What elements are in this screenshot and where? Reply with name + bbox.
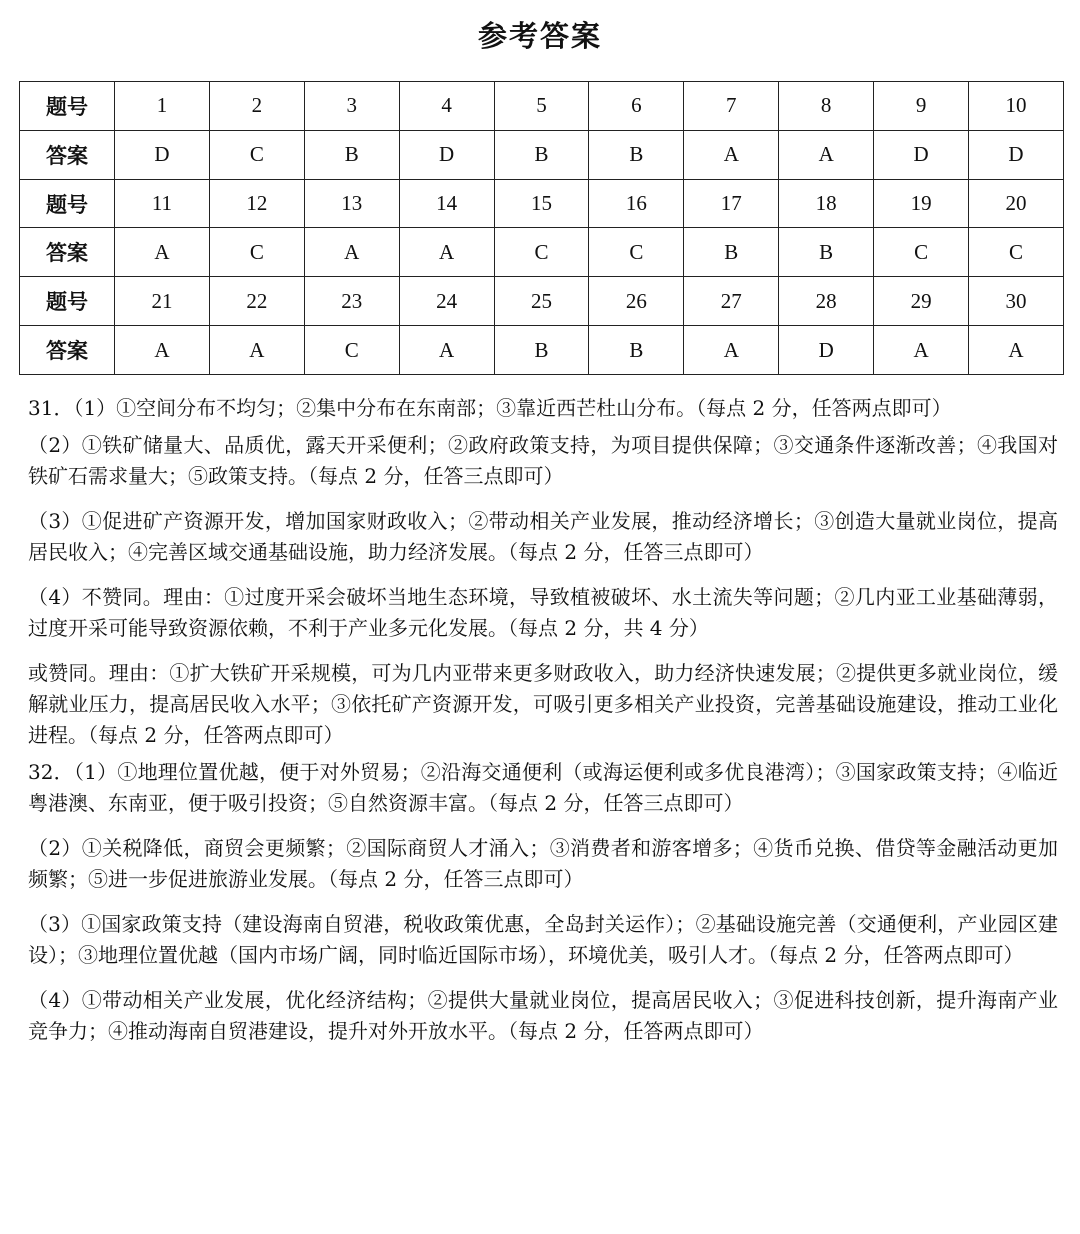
answer-cell: D: [874, 130, 969, 179]
answer-label: 答案: [20, 130, 115, 179]
question-number-row: [20, 179, 1064, 228]
question-number-cell: 30: [969, 277, 1064, 326]
question-number-cell: 20: [969, 179, 1064, 228]
question-number-cell: 28: [779, 277, 874, 326]
question-number-cell: 5: [494, 82, 589, 131]
question-number-cell: 27: [684, 277, 779, 326]
answer-cell: C: [209, 130, 304, 179]
question-number-label: 题号: [20, 277, 115, 326]
answer-explanations: [28, 393, 1058, 1061]
question-number-cell: 18: [779, 179, 874, 228]
answer-cell: B: [494, 130, 589, 179]
paragraph-31-1: 31．（1）①空间分布不均匀；②集中分布在东南部；③靠近西芒杜山分布。（每点 2 分，任答两点即可）: [28, 396, 952, 420]
answer-table: [19, 81, 1064, 375]
answer-cell: A: [399, 326, 494, 375]
answer-cell: A: [874, 326, 969, 375]
answer-cell: A: [399, 228, 494, 277]
answer-cell: B: [684, 228, 779, 277]
question-number-cell: 29: [874, 277, 969, 326]
answer-cell: B: [779, 228, 874, 277]
question-number-label: 题号: [20, 82, 115, 131]
answer-cell: C: [589, 228, 684, 277]
answer-cell: B: [589, 130, 684, 179]
question-number-cell: 23: [304, 277, 399, 326]
question-number-row: [20, 277, 1064, 326]
answer-cell: B: [494, 326, 589, 375]
question-number-cell: 14: [399, 179, 494, 228]
answer-cell: A: [779, 130, 874, 179]
paragraph-31-4: （4）不赞同。理由：①过度开采会破坏当地生态环境，导致植被破坏、水土流失等问题；②几内亚工业基础薄弱，过度开采可能导致资源依赖，不利于产业多元化发展。（每点 2 分，共 4 分）: [28, 585, 1058, 640]
question-number-cell: 26: [589, 277, 684, 326]
question-number-cell: 6: [589, 82, 684, 131]
question-number-cell: 19: [874, 179, 969, 228]
answer-row: [20, 130, 1064, 179]
answer-cell: C: [969, 228, 1064, 277]
answer-cell: D: [969, 130, 1064, 179]
answer-cell: A: [115, 228, 210, 277]
question-number-cell: 4: [399, 82, 494, 131]
question-number-cell: 11: [115, 179, 210, 228]
question-number-cell: 21: [115, 277, 210, 326]
question-number-row: [20, 82, 1064, 131]
answer-cell: C: [209, 228, 304, 277]
answer-cell: D: [115, 130, 210, 179]
answer-cell: A: [684, 326, 779, 375]
answer-cell: A: [209, 326, 304, 375]
answer-cell: A: [304, 228, 399, 277]
answer-label: 答案: [20, 228, 115, 277]
question-number-cell: 22: [209, 277, 304, 326]
answer-cell: B: [589, 326, 684, 375]
answer-cell: B: [304, 130, 399, 179]
question-number-cell: 17: [684, 179, 779, 228]
answer-cell: A: [684, 130, 779, 179]
question-number-cell: 24: [399, 277, 494, 326]
answer-cell: C: [494, 228, 589, 277]
answer-cell: D: [779, 326, 874, 375]
question-number-cell: 12: [209, 179, 304, 228]
answer-row: [20, 228, 1064, 277]
answer-cell: A: [969, 326, 1064, 375]
page-title: 参考答案: [477, 19, 602, 53]
answer-cell: D: [399, 130, 494, 179]
paragraph-31-2: （2）①铁矿储量大、品质优，露天开采便利；②政府政策支持，为项目提供保障；③交通条件逐渐改善；④我国对铁矿石需求量大；⑤政策支持。（每点 2 分，任答三点即可）: [28, 433, 1058, 488]
paragraph-32-1: 32．（1）①地理位置优越，便于对外贸易；②沿海交通便利（或海运便利或多优良港湾）；③国家政策支持；④临近粤港澳、东南亚，便于吸引投资；⑤自然资源丰富。（每点 2 分，任答三点即可）: [28, 760, 1058, 815]
paragraph-32-4: （4）①带动相关产业发展，优化经济结构；②提供大量就业岗位，提高居民收入；③促进科技创新，提升海南产业竞争力；④推动海南自贸港建设，提升对外开放水平。（每点 2 分，任答两点即可）: [28, 988, 1058, 1043]
question-number-cell: 1: [115, 82, 210, 131]
question-number-cell: 25: [494, 277, 589, 326]
answer-cell: C: [304, 326, 399, 375]
question-number-cell: 10: [969, 82, 1064, 131]
question-number-label: 题号: [20, 179, 115, 228]
paragraph-32-2: （2）①关税降低，商贸会更频繁；②国际商贸人才涌入；③消费者和游客增多；④货币兑换、借贷等金融活动更加频繁；⑤进一步促进旅游业发展。（每点 2 分，任答三点即可）: [28, 836, 1058, 891]
answer-label: 答案: [20, 326, 115, 375]
question-number-cell: 16: [589, 179, 684, 228]
answer-cell: C: [874, 228, 969, 277]
paragraph-31-4-alt: 或赞同。理由：①扩大铁矿开采规模，可为几内亚带来更多财政收入，助力经济快速发展；②提供更多就业岗位，缓解就业压力，提高居民收入水平；③依托矿产资源开发，可吸引更多相关产业投资，完善基础设施建设，推动工业化进程。（每点 2 分，任答两点即可）: [28, 661, 1058, 747]
question-number-cell: 9: [874, 82, 969, 131]
question-number-cell: 3: [304, 82, 399, 131]
paragraph-31-3: （3）①促进矿产资源开发，增加国家财政收入；②带动相关产业发展，推动经济增长；③创造大量就业岗位，提高居民收入；④完善区域交通基础设施，助力经济发展。（每点 2 分，任答三点即可）: [28, 509, 1058, 564]
answer-row: [20, 326, 1064, 375]
question-number-cell: 8: [779, 82, 874, 131]
question-number-cell: 2: [209, 82, 304, 131]
question-number-cell: 7: [684, 82, 779, 131]
question-number-cell: 13: [304, 179, 399, 228]
question-number-cell: 15: [494, 179, 589, 228]
answer-cell: A: [115, 326, 210, 375]
paragraph-32-3: （3）①国家政策支持（建设海南自贸港，税收政策优惠，全岛封关运作）；②基础设施完善（交通便利，产业园区建设）；③地理位置优越（国内市场广阔，同时临近国际市场），环境优美，吸引人才。（每点 2 分，任答两点即可）: [28, 912, 1058, 967]
